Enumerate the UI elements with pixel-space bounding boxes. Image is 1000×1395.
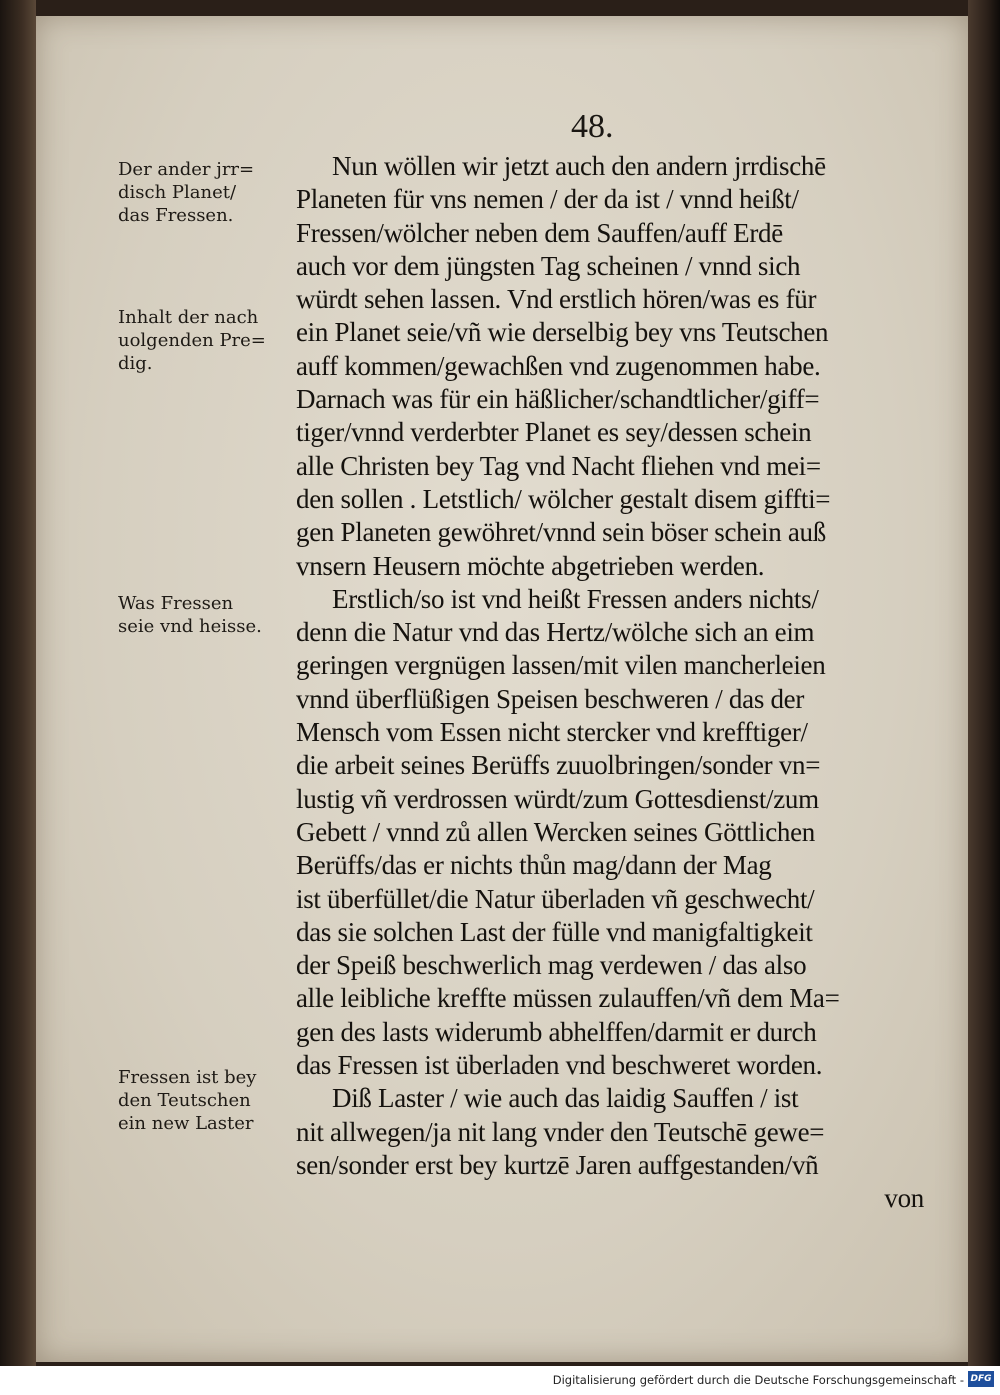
- text-line: Nun wöllen wir jetzt auch den andern jrrdischē: [332, 151, 826, 181]
- margin-note-line: uolgenden Pre=: [118, 330, 266, 351]
- text-line: gen des lasts widerumb abhelffen/darmit er durch: [296, 1016, 817, 1047]
- text-line: der Speiß beschwerlich mag verdewen / das also: [296, 950, 807, 981]
- dfg-logo: DFG: [968, 1371, 994, 1387]
- book-edge-right: [968, 0, 1000, 1366]
- margin-note-line: Inhalt der nach: [118, 307, 259, 328]
- text-line: nit allwegen/ja nit lang vnder den Teutschē gewe=: [296, 1116, 825, 1147]
- text-line: gen Planeten gewöhret/vnnd sein böser schein auß: [296, 517, 826, 548]
- text-line: vnsern Heusern möchte abgetrieben werden.: [296, 550, 765, 581]
- text-line: Planeten für vns nemen / der da ist / vnnd heißt/: [296, 184, 799, 215]
- text-line: alle Christen bey Tag vnd Nacht fliehen vnd mei=: [296, 450, 821, 481]
- text-line: denn die Natur vnd das Hertz/wölche sich an eim: [296, 617, 815, 648]
- text-line: Gebett / vnnd zů allen Wercken seines Göttlichen: [296, 816, 816, 847]
- margin-note-line: ein new Laster: [118, 1113, 254, 1134]
- book-edge-left: [0, 0, 36, 1366]
- text-line: ein Planet seie/vñ wie derselbig bey vns Teutschen: [296, 317, 829, 348]
- margin-note-line: Was Fressen: [118, 593, 234, 614]
- margin-note-line: Fressen ist bey: [118, 1067, 257, 1088]
- margin-note-line: den Teutschen: [118, 1090, 251, 1111]
- margin-note-line: dig.: [118, 353, 153, 374]
- margin-note-line: das Fressen.: [118, 205, 234, 226]
- margin-note-contents: [118, 306, 298, 375]
- margin-note-line: seie vnd heisse.: [118, 616, 262, 637]
- text-line: Berüffs/das er nichts thůn mag/dann der Mag: [296, 850, 772, 881]
- text-line: vnnd überflüßigen Speisen beschweren / das der: [296, 683, 805, 714]
- digitization-footer: [0, 1366, 1000, 1395]
- text-line: ist überfüllet/die Natur überladen vñ geschwecht/: [296, 883, 815, 914]
- text-line: alle leibliche kreffte müssen zulauffen/vñ dem Ma=: [296, 983, 840, 1014]
- margin-note-definition: [118, 592, 298, 638]
- margin-note-new-vice: [118, 1066, 298, 1135]
- page-number: 48.: [571, 108, 614, 145]
- text-line: Erstlich/so ist vnd heißt Fressen anders nichts/: [332, 583, 819, 614]
- text-line: auch vor dem jüngsten Tag scheinen / vnnd sich: [296, 250, 801, 281]
- text-line: Darnach was für ein häßlicher/schandtlicher/giff=: [296, 384, 820, 415]
- text-line: lustig vñ verdrossen würdt/zum Gottesdienst/zum: [296, 783, 819, 814]
- text-line: den sollen . Letstlich/ wölcher gestalt disem giffti=: [296, 483, 831, 514]
- funding-credit: Digitalisierung gefördert durch die Deutsche Forschungsgemeinschaft -: [552, 1373, 964, 1387]
- margin-note-line: disch Planet/: [118, 182, 237, 203]
- text-line: Diß Laster / wie auch das laidig Sauffen / ist: [332, 1083, 799, 1114]
- text-line: sen/sonder erst bey kurtzē Jaren auffgestanden/vñ: [296, 1149, 819, 1180]
- body-text: [296, 150, 936, 1216]
- text-line: das sie solchen Last der fülle vnd manigfaltigkeit: [296, 916, 813, 947]
- catchword: von: [884, 1183, 924, 1214]
- text-line: die arbeit seines Berüffs zuuolbringen/sonder vn=: [296, 750, 821, 781]
- margin-note-line: Der ander jrr=: [118, 159, 255, 180]
- text-line: geringen vergnügen lassen/mit vilen mancherleien: [296, 650, 826, 681]
- text-line: auff kommen/gewachßen vnd zugenommen habe.: [296, 350, 821, 381]
- text-line: tiger/vnnd verderbter Planet es sey/dessen schein: [296, 417, 812, 448]
- text-line: würdt sehen lassen. Vnd erstlich hören/was es für: [296, 284, 817, 315]
- text-line: das Fressen ist überladen vnd beschweret worden.: [296, 1050, 823, 1081]
- margin-note-planet: [118, 158, 298, 227]
- text-line: Fressen/wölcher neben dem Sauffen/auff Erdē: [296, 217, 783, 248]
- text-line: Mensch vom Essen nicht stercker vnd krefftiger/: [296, 717, 808, 748]
